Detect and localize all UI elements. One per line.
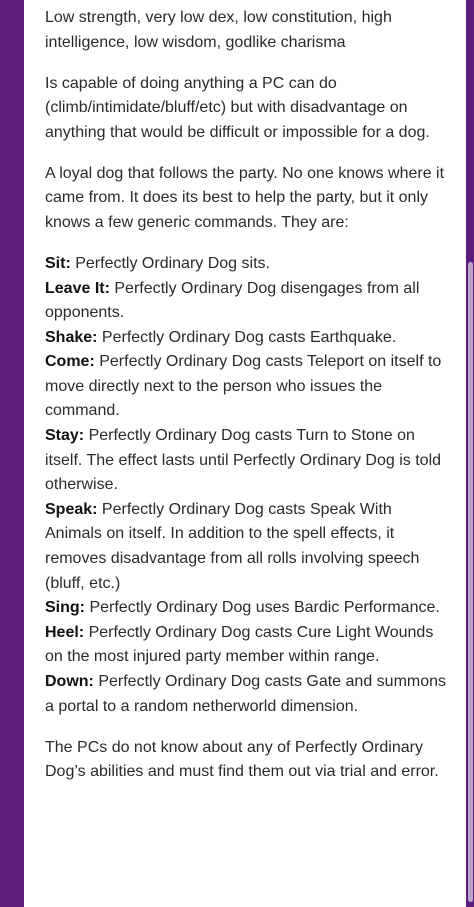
command-text: Perfectly Ordinary Dog uses Bardic Performance. [85,599,440,617]
command-item [45,277,448,326]
command-name: Heel: [45,623,85,641]
command-text: Perfectly Ordinary Dog casts Gate and summons a portal to a random netherworld dimension. [45,673,447,715]
command-item [45,596,448,621]
command-item [45,621,448,670]
command-item [45,670,448,719]
command-item [45,350,448,424]
command-text: Perfectly Ordinary Dog disengages from all opponents. [45,279,420,322]
command-text: Perfectly Ordinary Dog casts Turn to Stone on itself. The effect lasts until Perfectly Ordinary Dog is told otherwise. [45,427,442,494]
command-name: Shake: [45,328,98,346]
command-text: Perfectly Ordinary Dog casts Cure Light Wounds on the most injured party member within range. [45,623,434,666]
closing-paragraph: The PCs do not know about any of Perfectly Ordinary Dog’s abilities and must find them out via trial and error. [45,738,439,781]
left-frame-border [0,0,24,907]
command-name: Leave It: [45,279,110,297]
command-item [45,424,448,498]
command-name: Speak: [45,500,98,518]
post-body [24,0,466,907]
command-text: Perfectly Ordinary Dog sits. [70,254,270,272]
post-text [24,0,466,785]
command-name: Down: [45,673,94,691]
command-text: Perfectly Ordinary Dog casts Speak With Animals on itself. In addition to the spell effects, it removes disadvantage from all rolls involving speech (bluff, etc.) [45,500,420,592]
capability-paragraph: Is capable of doing anything a PC can do (climb/intimidate/bluff/etc) but with disadvantage on anything that would be difficult or impossible for a dog. [45,74,430,141]
command-item [45,252,448,277]
command-name: Sit: [45,254,71,272]
command-item [45,498,448,596]
command-text: Perfectly Ordinary Dog casts Teleport on itself to move directly next to the person who issues the command. [45,353,442,420]
scrollbar-thumb[interactable] [468,262,473,902]
right-frame-border [466,0,474,907]
command-name: Come: [45,353,95,371]
command-item [45,326,448,351]
description-paragraph: A loyal dog that follows the party. No one knows where it came from. It does its best to help the party, but it only knows a few generic commands. They are: [45,164,445,231]
command-text: Perfectly Ordinary Dog casts Earthquake. [97,328,397,346]
command-name: Stay: [45,427,85,445]
stats-paragraph: Low strength, very low dex, low constitution, high intelligence, low wisdom, godlike charisma [45,9,392,51]
command-list [45,252,448,719]
command-name: Sing: [45,599,85,617]
